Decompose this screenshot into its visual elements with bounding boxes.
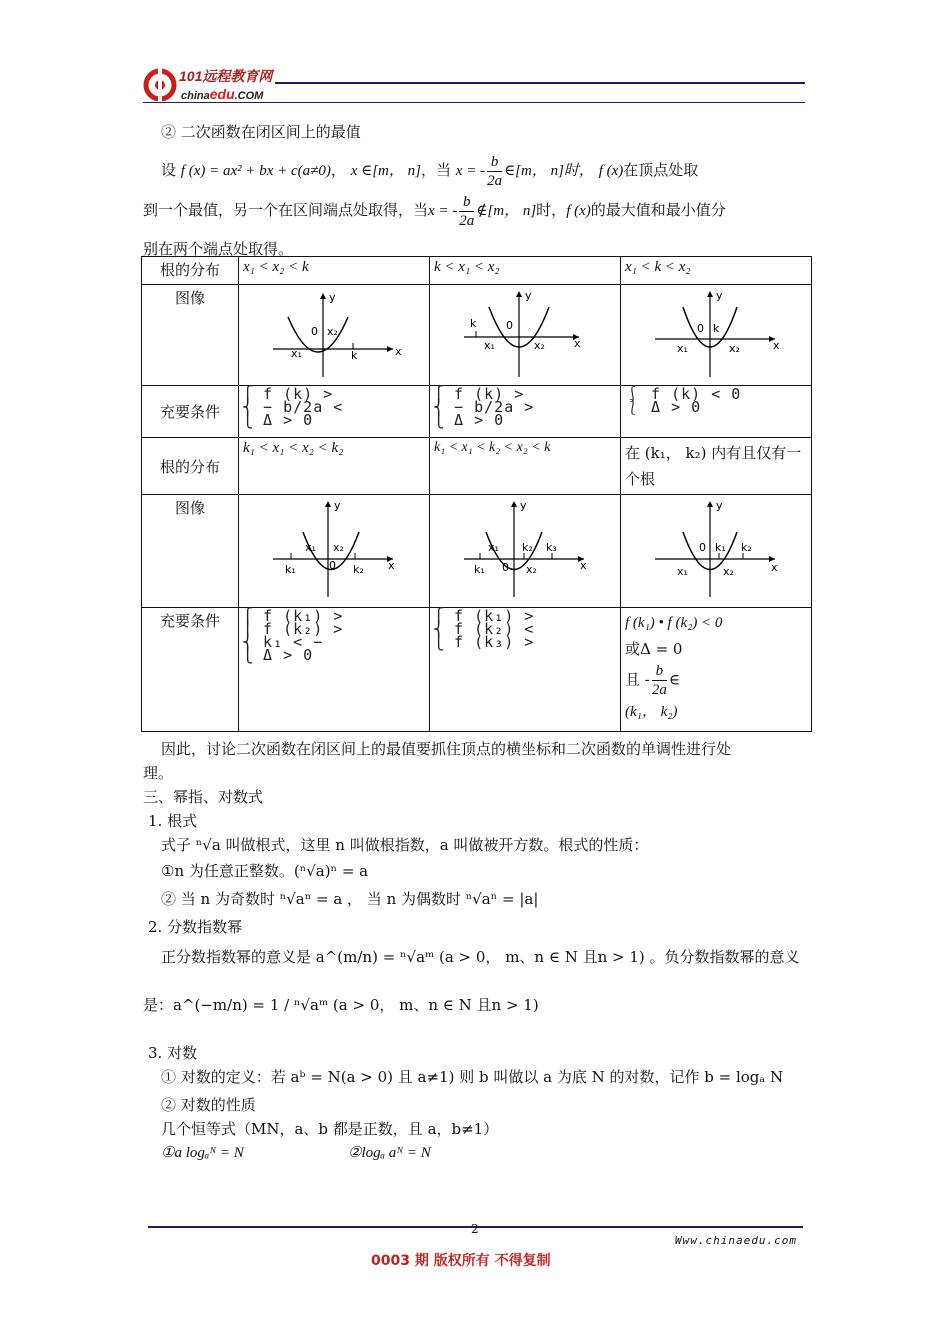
heading-radical: 1. 根式 — [148, 812, 198, 830]
svg-text:x: x — [574, 337, 581, 350]
parabola-graph-1 — [243, 287, 423, 379]
row4-c2: k₁ < x₁ < k₂ < x₂ < k — [430, 438, 621, 495]
svg-text:x₁: x₁ — [677, 565, 688, 578]
radical-definition: 式子 ⁿ√a 叫做根式，这里 n 叫做根指数，a 叫做被开方数。根式的性质： — [161, 836, 649, 854]
footer-copyright: 0003 期 版权所有 不得复制 — [371, 1253, 551, 1269]
root-distribution-table — [141, 256, 812, 732]
svg-text:x₁: x₁ — [488, 541, 499, 554]
svg-text:y: y — [716, 499, 723, 512]
parabola-graph-3 — [625, 287, 805, 379]
svg-text:0: 0 — [697, 322, 704, 335]
logarithm-identities: 几个恒等式（MN，a、b 都是正数，且 a，b≠1） — [161, 1120, 499, 1138]
text-line-3: 别在两个端点处取得。 — [143, 240, 294, 258]
row4-c3: 在 (k₁， k₂) 内有且仅有一个根 — [621, 438, 812, 495]
text-line-2: 到一个最值，另一个在区间端点处取得，当x = - $\frac{b}{2a}$ ∉[m， n]时，f (x)的最大值和最小值分 — [143, 193, 726, 229]
row6-c1: ⎧ f (k₁) > ⎪ f (k₂) > ⎨ k₁ < − ⎩ Δ > 0 — [239, 608, 430, 732]
svg-text:0: 0 — [502, 561, 509, 574]
svg-text:0: 0 — [699, 541, 706, 554]
svg-text:y: y — [520, 499, 527, 512]
heading-logarithm: 3. 对数 — [148, 1044, 198, 1062]
svg-text:x₁: x₁ — [484, 339, 495, 352]
identity-1: ①a logₐᴺ = N — [161, 1145, 244, 1161]
heading-fraction-power: 2. 分数指数幂 — [148, 918, 243, 936]
svg-text:y: y — [716, 289, 723, 302]
svg-text:x₂: x₂ — [723, 565, 734, 578]
svg-text:k₂: k₂ — [353, 563, 364, 576]
logarithm-properties-heading: ② 对数的性质 — [161, 1096, 256, 1114]
svg-text:k₁: k₁ — [715, 541, 726, 554]
svg-text:k: k — [351, 349, 358, 362]
row1-c2: k < x₁ < x₂ — [430, 257, 621, 285]
svg-text:k: k — [713, 322, 720, 335]
radical-property-1: ①n 为任意正整数。(ⁿ√a)ⁿ = a — [161, 862, 369, 880]
row3-c2: ⎧ f (k) > ⎨ − b/2a > ⎩ Δ > 0 — [430, 386, 621, 438]
parabola-graph-4 — [243, 497, 423, 601]
row1-c1: x₁ < x₂ < k — [239, 257, 430, 285]
identity-2: ②logₐ aᴺ = N — [348, 1145, 431, 1161]
graph-1 — [239, 285, 430, 386]
svg-text:x₂: x₂ — [534, 339, 545, 352]
svg-text:k₂: k₂ — [741, 541, 752, 554]
svg-text:0: 0 — [506, 319, 513, 332]
row1-c3: x₁ < k < x₂ — [621, 257, 812, 285]
row3-label: 充要条件 — [142, 386, 239, 438]
paragraph-conclusion: 因此，讨论二次函数在闭区间上的最值要抓住顶点的横坐标和二次函数的单调性进行处 — [161, 740, 732, 758]
svg-text:0: 0 — [311, 325, 318, 338]
paragraph-conclusion-2: 理。 — [143, 764, 174, 782]
fraction-power-positive: 正分数指数幂的意义是 a^(m/n) = ⁿ√aᵐ (a > 0， m、n ∈ N 且n > 1) 。负分数指数幂的意义 — [161, 948, 800, 966]
row3-c1: ⎧ f (k) > ⎨ − b/2a < ⎩ Δ > 0 — [239, 386, 430, 438]
svg-text:y: y — [329, 291, 336, 304]
svg-text:0: 0 — [329, 559, 336, 572]
logo-text-cn: 101远程教育网 — [179, 68, 273, 84]
svg-text:k₂: k₂ — [522, 541, 533, 554]
svg-text:x: x — [771, 561, 778, 574]
svg-text:x: x — [395, 345, 402, 358]
header-rule-bottom — [143, 102, 805, 103]
row4-c1: k₁ < x₁ < x₂ < k₂ — [239, 438, 430, 495]
graph-2 — [430, 285, 621, 386]
graph-4 — [239, 495, 430, 608]
fraction-power-negative: 是：a^(−m/n) = 1 / ⁿ√aᵐ (a > 0， m、n ∈ N 且n > 1) — [143, 996, 539, 1014]
svg-text:k₁: k₁ — [285, 563, 296, 576]
svg-text:x: x — [388, 559, 395, 572]
fraction-b-2a: $\frac{b}{2a}$ — [487, 153, 503, 189]
parabola-graph-5 — [434, 497, 614, 601]
row6-c3: f (k₁) • f (k₂) < 0 或Δ = 0 且 - $\frac{b}{2a}$ ∈ (k₁， k₂) — [621, 608, 812, 732]
logo-mark-icon — [143, 68, 177, 102]
fraction-b-2a-3: $\frac{b}{2a}$ — [651, 663, 667, 698]
graph-6 — [621, 495, 812, 608]
svg-text:y: y — [334, 499, 341, 512]
heading-section-3: 三、幂指、对数式 — [143, 788, 264, 806]
text-line-1: 设 f (x) = ax² + bx + c(a≠0)， x ∈[m， n]，当 x = - $\frac{b}{2a}$ ∈[m， n]时， f (x)在顶点处取 — [161, 153, 699, 189]
svg-text:x₂: x₂ — [526, 563, 537, 576]
svg-text:y: y — [525, 289, 532, 302]
logo-text-en: chinaedu.COM — [181, 86, 264, 102]
row5-label: 图像 — [142, 495, 239, 608]
graph-5 — [430, 495, 621, 608]
svg-text:x: x — [773, 339, 780, 352]
svg-text:k₁: k₁ — [474, 563, 485, 576]
row4-label: 根的分布 — [142, 438, 239, 495]
row3-c3: ⎰ f (k) < 0 ⎱ Δ > 0 — [621, 386, 812, 438]
row2-label: 图像 — [142, 285, 239, 386]
header-rule-top — [275, 82, 805, 84]
logarithm-definition: ① 对数的定义：若 aᵇ = N(a > 0) 且 a≠1) 则 b 叫做以 a 为底 N 的对数，记作 b = logₐ N — [161, 1068, 784, 1086]
page-number: 2 — [471, 1222, 479, 1236]
svg-text:x₂: x₂ — [327, 325, 338, 338]
row1-label: 根的分布 — [142, 257, 239, 285]
svg-text:x: x — [580, 559, 587, 572]
row6-label: 充要条件 — [142, 608, 239, 732]
svg-text:x₁: x₁ — [677, 342, 688, 355]
svg-text:x₁: x₁ — [291, 347, 302, 360]
footer-url: Www.chinaedu.com — [675, 1234, 797, 1247]
svg-text:x₂: x₂ — [333, 541, 344, 554]
svg-text:x₁: x₁ — [305, 541, 316, 554]
graph-3 — [621, 285, 812, 386]
radical-property-2: ② 当 n 为奇数时 ⁿ√aⁿ = a ， 当 n 为偶数时 ⁿ√aⁿ = |a| — [161, 890, 539, 908]
svg-text:x₂: x₂ — [729, 342, 740, 355]
parabola-graph-2 — [434, 287, 614, 379]
row6-c2: ⎧ f (k₁) > ⎨ f (k₂) < ⎩ f (k₃) > — [430, 608, 621, 732]
svg-text:k: k — [470, 317, 477, 330]
svg-text:k₃: k₃ — [546, 541, 557, 554]
parabola-graph-6 — [625, 497, 805, 601]
logo — [143, 66, 273, 102]
fraction-b-2a-2: $\frac{b}{2a}$ — [459, 193, 475, 229]
section-heading-2: ② 二次函数在闭区间上的最值 — [161, 123, 361, 141]
